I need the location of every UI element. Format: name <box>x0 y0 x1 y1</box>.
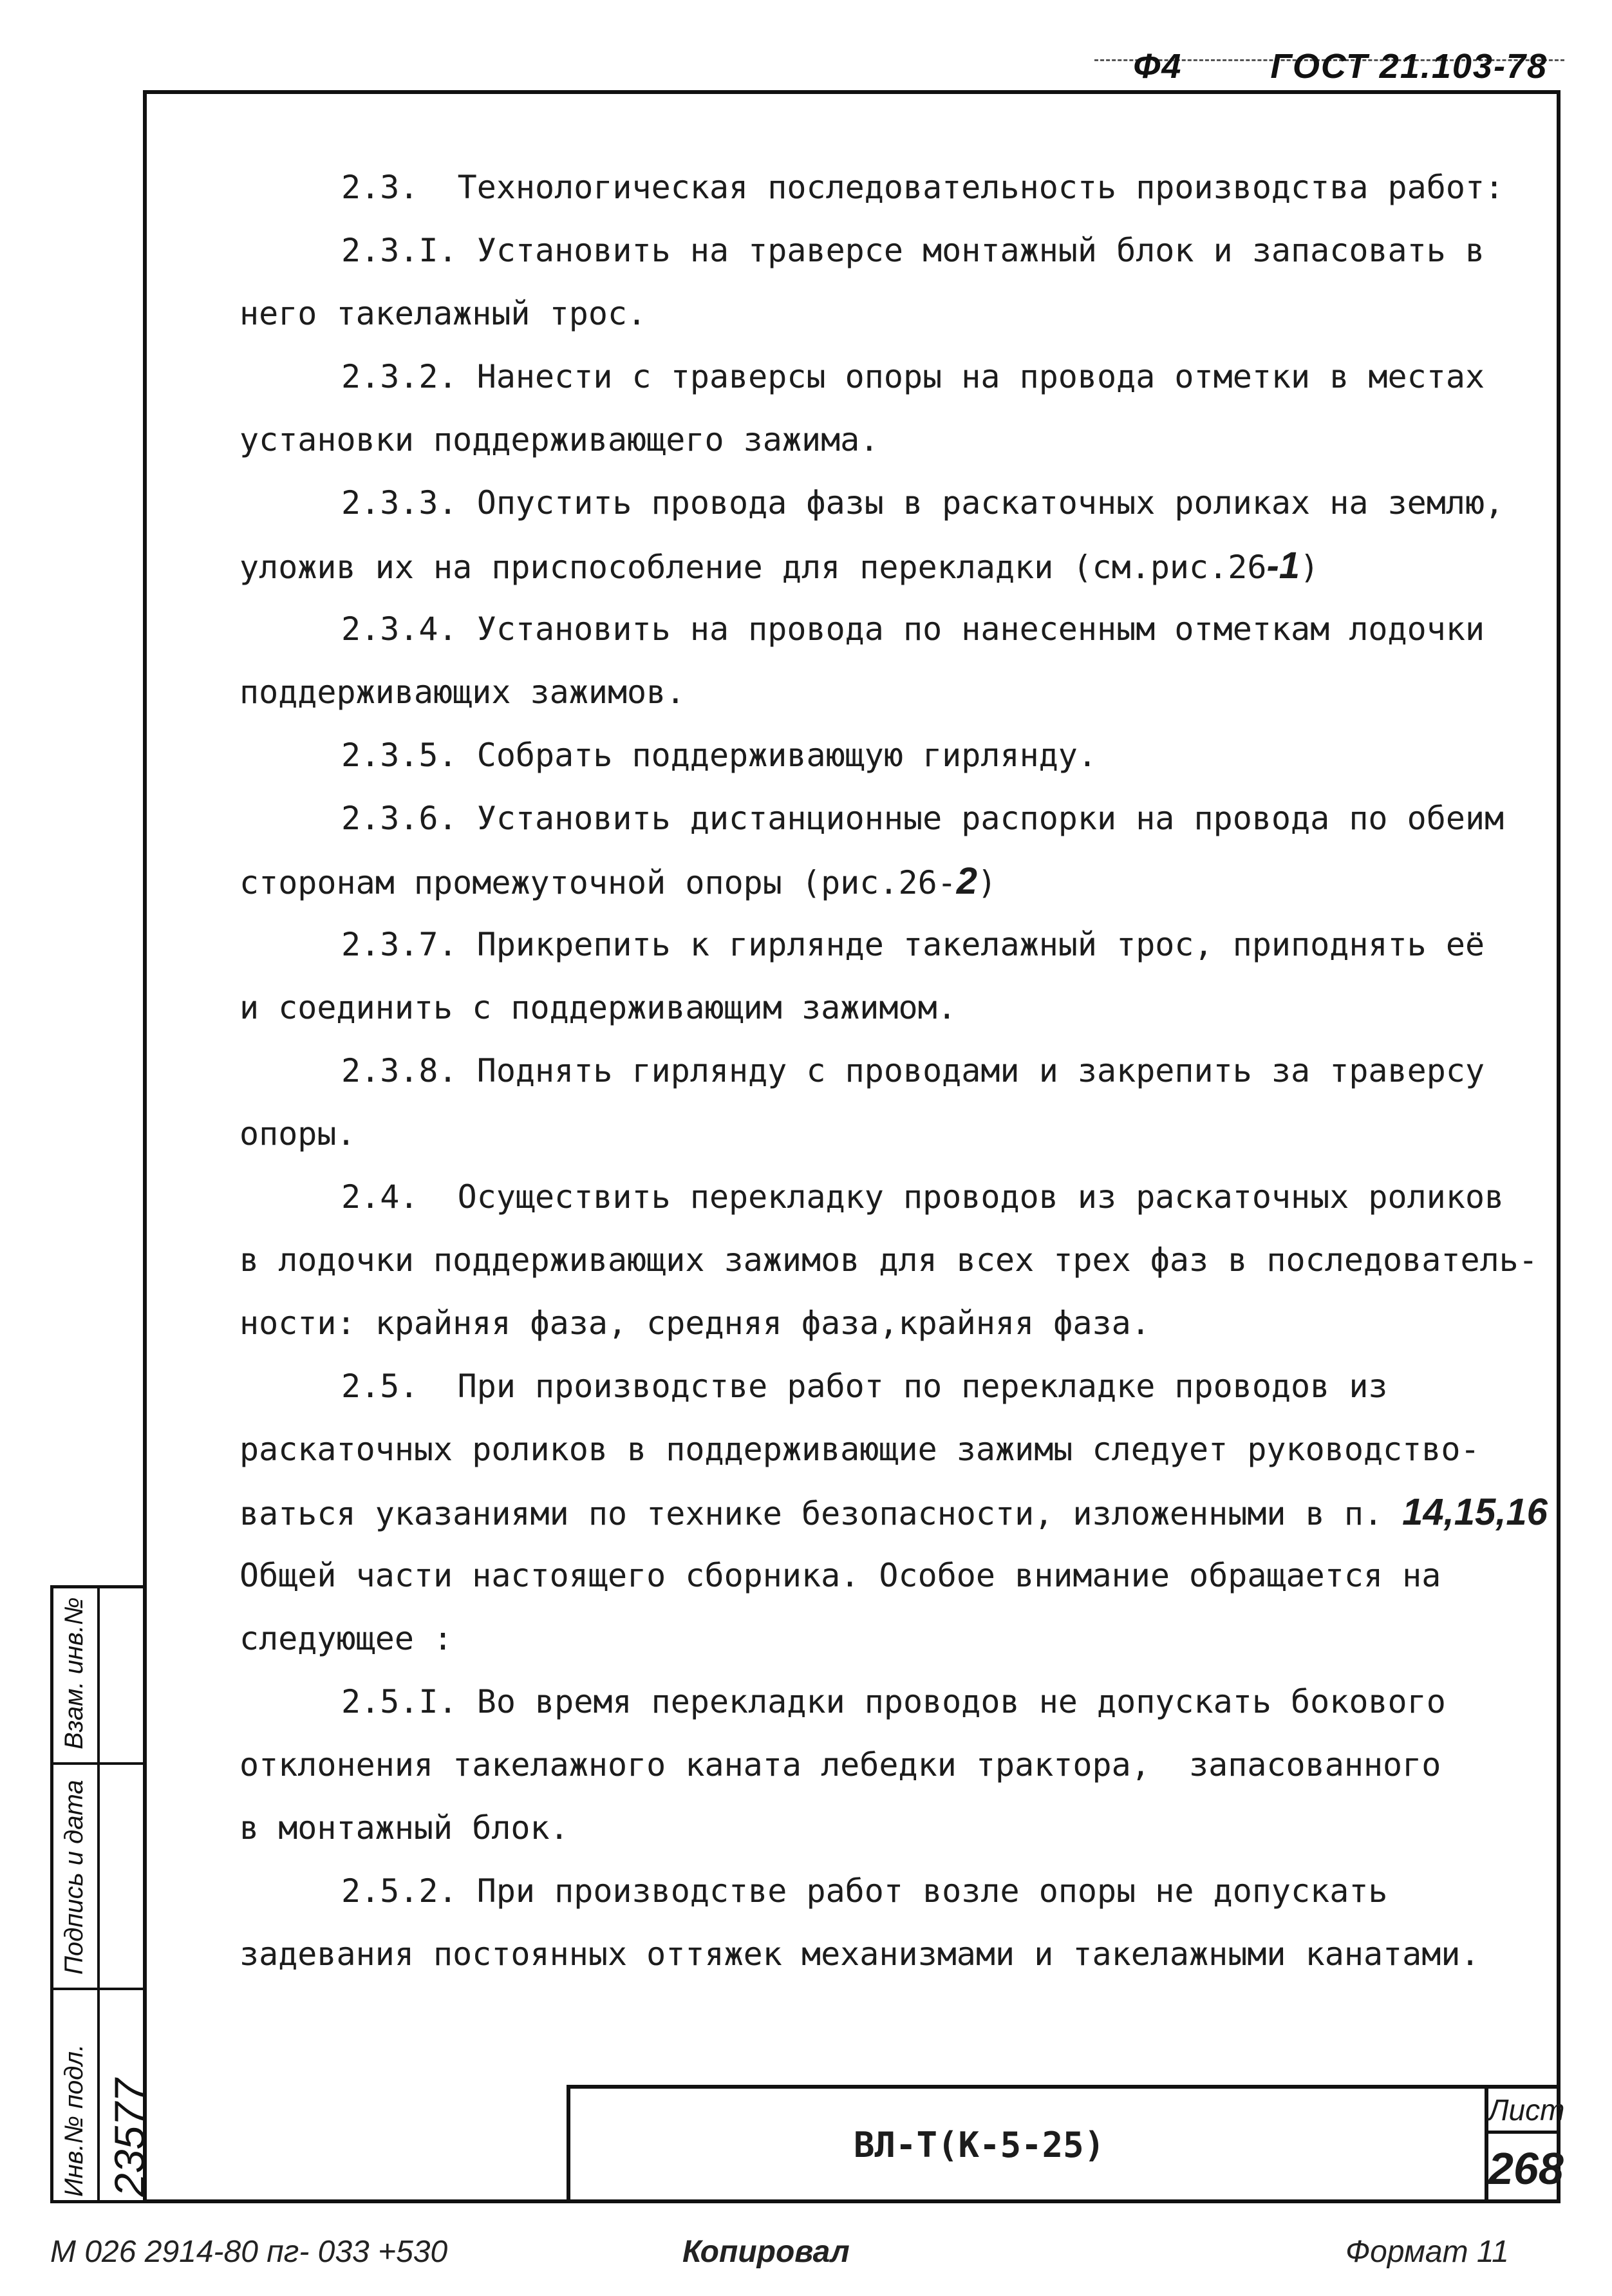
side-stamp-divider <box>53 1762 147 1765</box>
page-header <box>1133 46 1548 86</box>
text-line: задевания постоянных оттяжек механизмами и такелажными канатами. <box>239 1935 1480 1973</box>
document-body <box>239 156 1548 1986</box>
sheet-cell <box>1485 2089 1565 2203</box>
text-line: отклонения такелажного каната лебедки трактора, запасованного <box>239 1746 1441 1783</box>
section-heading: 2.3. Технологическая последовательность производства работ: <box>341 169 1504 206</box>
text-segment: сторонам промежуточной опоры (рис.26- <box>239 864 957 901</box>
text-line: 2.3.6. Установить дистанционные распорки на провода по обеим <box>341 800 1504 837</box>
text-line <box>239 1481 1548 1544</box>
text-line: поддерживающих зажимов. <box>239 673 686 711</box>
text-line: установки поддерживающего зажима. <box>239 421 879 458</box>
inv-original-label: Инв.№ подл. <box>60 2044 88 2197</box>
text-line: 2.3.2. Нанести с траверсы опоры на провода отметки в местах <box>341 358 1485 395</box>
text-segment: ) <box>1300 549 1320 586</box>
text-line: него такелажный трос. <box>239 295 647 332</box>
text-line <box>239 850 1540 913</box>
text-line: 2.3.3. Опустить провода фазы в раскаточных роликах на землю, <box>341 484 1504 522</box>
text-line: Общей части настоящего сборника. Особое внимание обращается на <box>239 1557 1441 1594</box>
text-line: раскаточных роликов в поддерживающие зажимы следует руководство- <box>239 1431 1480 1468</box>
text-line: следующее : <box>239 1620 453 1657</box>
inv-original-value: 23577 <box>106 2078 153 2197</box>
text-line: 2.4. Осуществить перекладку проводов из раскаточных роликов <box>341 1178 1504 1216</box>
text-line: 2.3.5. Собрать поддерживающую гирлянду. <box>341 737 1097 774</box>
text-line: в монтажный блок. <box>239 1809 569 1847</box>
text-line: ности: крайняя фаза, средняя фаза,крайняя фаза. <box>239 1304 1150 1342</box>
text-line <box>239 534 1540 598</box>
handwritten-clause-numbers: 14,15,16 <box>1402 1491 1548 1533</box>
standard-code: ГОСТ 21.103-78 <box>1270 47 1548 86</box>
footer-archive-code: М 026 2914-80 пг- 033 +530 <box>50 2235 448 2269</box>
footer-copied-by: Копировал <box>682 2235 850 2269</box>
text-line: 2.5.I. Во время перекладки проводов не допускать бокового <box>341 1683 1446 1720</box>
footer-format: Формат 11 <box>1345 2235 1509 2269</box>
text-line: опоры. <box>239 1115 356 1153</box>
text-line: 2.5.2. При производстве работ возле опоры не допускать <box>341 1872 1388 1910</box>
title-block <box>567 2085 1565 2203</box>
handwritten-figure-number: 2 <box>956 860 978 902</box>
side-stamp-divider <box>53 1988 147 1990</box>
sheet-label: Лист <box>1488 2089 1560 2134</box>
text-line: 2.5. При производстве работ по перекладке проводов из <box>341 1368 1388 1405</box>
text-line: 2.3.7. Прикрепить к гирлянде такелажный трос, приподнять её <box>341 926 1485 963</box>
text-segment: ) <box>977 864 997 901</box>
text-line: в лодочки поддерживающих зажимов для всех трех фаз в последователь- <box>239 1241 1538 1279</box>
text-line: 2.3.8. Поднять гирлянду с проводами и закрепить за траверсу <box>341 1052 1485 1089</box>
signature-date-label: Подпись и дата <box>60 1780 88 1975</box>
format-mark: Ф4 <box>1133 47 1183 86</box>
text-segment: уложив их на приспособление для перекладки (см.рис.26 <box>239 549 1267 586</box>
text-line: 2.3.I. Установить на траверсе монтажный блок и запасовать в <box>341 232 1485 269</box>
text-segment: ваться указаниями по технике безопасности, изложенными в п. <box>239 1495 1383 1532</box>
side-stamp <box>50 1585 153 2203</box>
text-line: 2.3.4. Установить на провода по нанесенным отметкам лодочки <box>341 610 1485 648</box>
replacement-inv-label: Взам. инв.№ <box>60 1597 88 1749</box>
text-line: и соединить с поддерживающим зажимом. <box>239 989 957 1026</box>
handwritten-figure-number: -1 <box>1266 545 1300 587</box>
sheet-number: 268 <box>1488 2143 1564 2194</box>
document-code: ВЛ-Т(К-5-25) <box>854 2125 1105 2165</box>
